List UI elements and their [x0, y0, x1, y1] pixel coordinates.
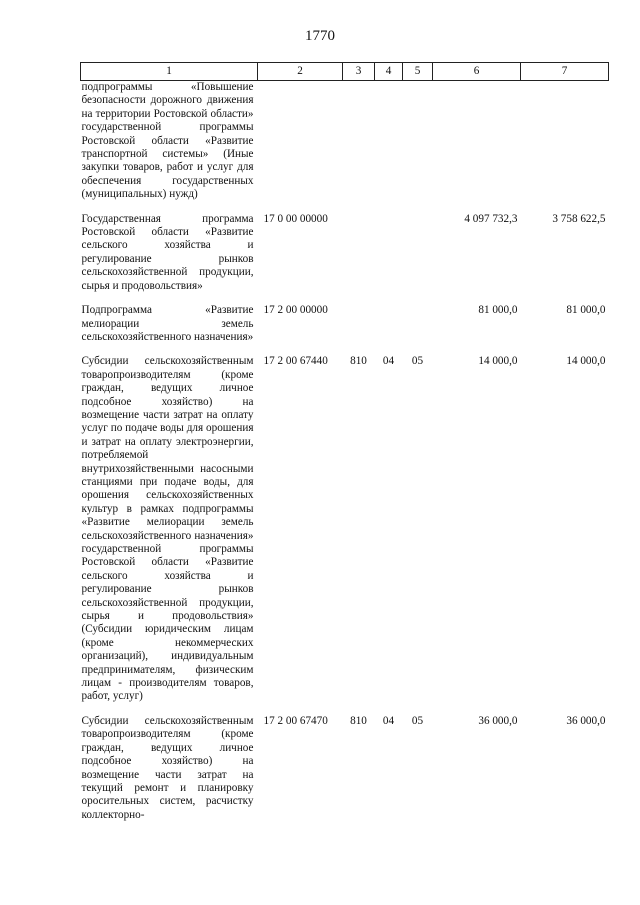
row-rz	[375, 81, 403, 213]
table-row	[81, 213, 609, 304]
row-vr: 810	[350, 355, 367, 368]
row-pr	[403, 304, 433, 355]
table-row	[81, 355, 609, 715]
row-rz: 04	[382, 714, 395, 727]
row-name: Субсидии сельскохозяйственным товаропроизводителям (кроме граждан, ведущих личное подсобное хозяйство) на возмещение части затрат на текущий ремонт и планировку оросительных систем, расчистку коллекторно-	[81, 714, 254, 821]
row-code: 17 0 00 00000	[263, 212, 328, 225]
row-rz	[375, 304, 403, 355]
column-header: 5	[403, 63, 433, 81]
row-pr	[403, 81, 433, 213]
row-sum-1: 81 000,0	[478, 304, 518, 317]
column-header: 2	[258, 63, 343, 81]
row-sum-1	[433, 81, 521, 213]
column-header: 1	[81, 63, 258, 81]
table-row	[81, 715, 609, 822]
row-vr	[343, 304, 375, 355]
row-sum-2: 14 000,0	[566, 355, 606, 368]
row-code: 17 2 00 00000	[263, 304, 328, 317]
column-header: 3	[343, 63, 375, 81]
row-pr: 05	[411, 714, 424, 727]
row-pr	[403, 213, 433, 304]
row-rz: 04	[382, 355, 395, 368]
row-sum-2: 36 000,0	[566, 714, 606, 727]
row-sum-2	[521, 81, 609, 213]
table-row	[81, 81, 609, 213]
row-sum-2: 81 000,0	[566, 304, 606, 317]
budget-table	[80, 62, 609, 822]
row-vr	[343, 213, 375, 304]
row-name: подпрограммы «Повышение безопасности дорожного движения на территории Ростовской области» государственной программы Ростовской области «Развитие транспортной системы» (Иные закупки товаров, работ и услуг для обеспечения государственных (муниципальных) нужд)	[81, 81, 254, 201]
row-code	[258, 81, 343, 213]
row-sum-1: 14 000,0	[478, 355, 518, 368]
row-pr: 05	[411, 355, 424, 368]
row-sum-2: 3 758 622,5	[552, 212, 606, 225]
row-rz	[375, 213, 403, 304]
row-name: Подпрограмма «Развитие мелиорации земель сельскохозяйственного назначения»	[81, 304, 254, 343]
table-row	[81, 304, 609, 355]
row-name: Государственная программа Ростовской области «Развитие сельского хозяйства и регулирование рынков сельскохозяйственной продукции, сырья и продовольствия»	[81, 212, 254, 292]
table-header-row	[81, 63, 609, 81]
column-header: 7	[521, 63, 609, 81]
row-code: 17 2 00 67440	[263, 355, 328, 368]
row-vr: 810	[350, 714, 367, 727]
row-sum-1: 36 000,0	[478, 714, 518, 727]
row-name: Субсидии сельскохозяйственным товаропроизводителям (кроме граждан, ведущих личное подсобное хозяйство) на возмещение части затрат на оплату услуг по подаче воды для орошения и затрат на оплату электроэнергии, потребляемой внутрихозяйственными насосными станциями при подаче воды, для орошения сельскохозяйственных культур в рамках подпрограммы «Развитие мелиорации земель сельскохозяйственного назначения» государственной программы Ростовской области «Развитие сельского хозяйства и регулирование рынков сельскохозяйственной продукции, сырья и продовольствия» (Субсидии юридическим лицам (кроме некоммерческих организаций), индивидуальным предпринимателям, физическим лицам - производителям товаров, работ, услуг)	[81, 355, 254, 703]
column-header: 4	[375, 63, 403, 81]
page-number: 1770	[305, 28, 335, 44]
row-sum-1: 4 097 732,3	[464, 212, 518, 225]
column-header: 6	[433, 63, 521, 81]
row-code: 17 2 00 67470	[263, 714, 328, 727]
row-vr	[343, 81, 375, 213]
